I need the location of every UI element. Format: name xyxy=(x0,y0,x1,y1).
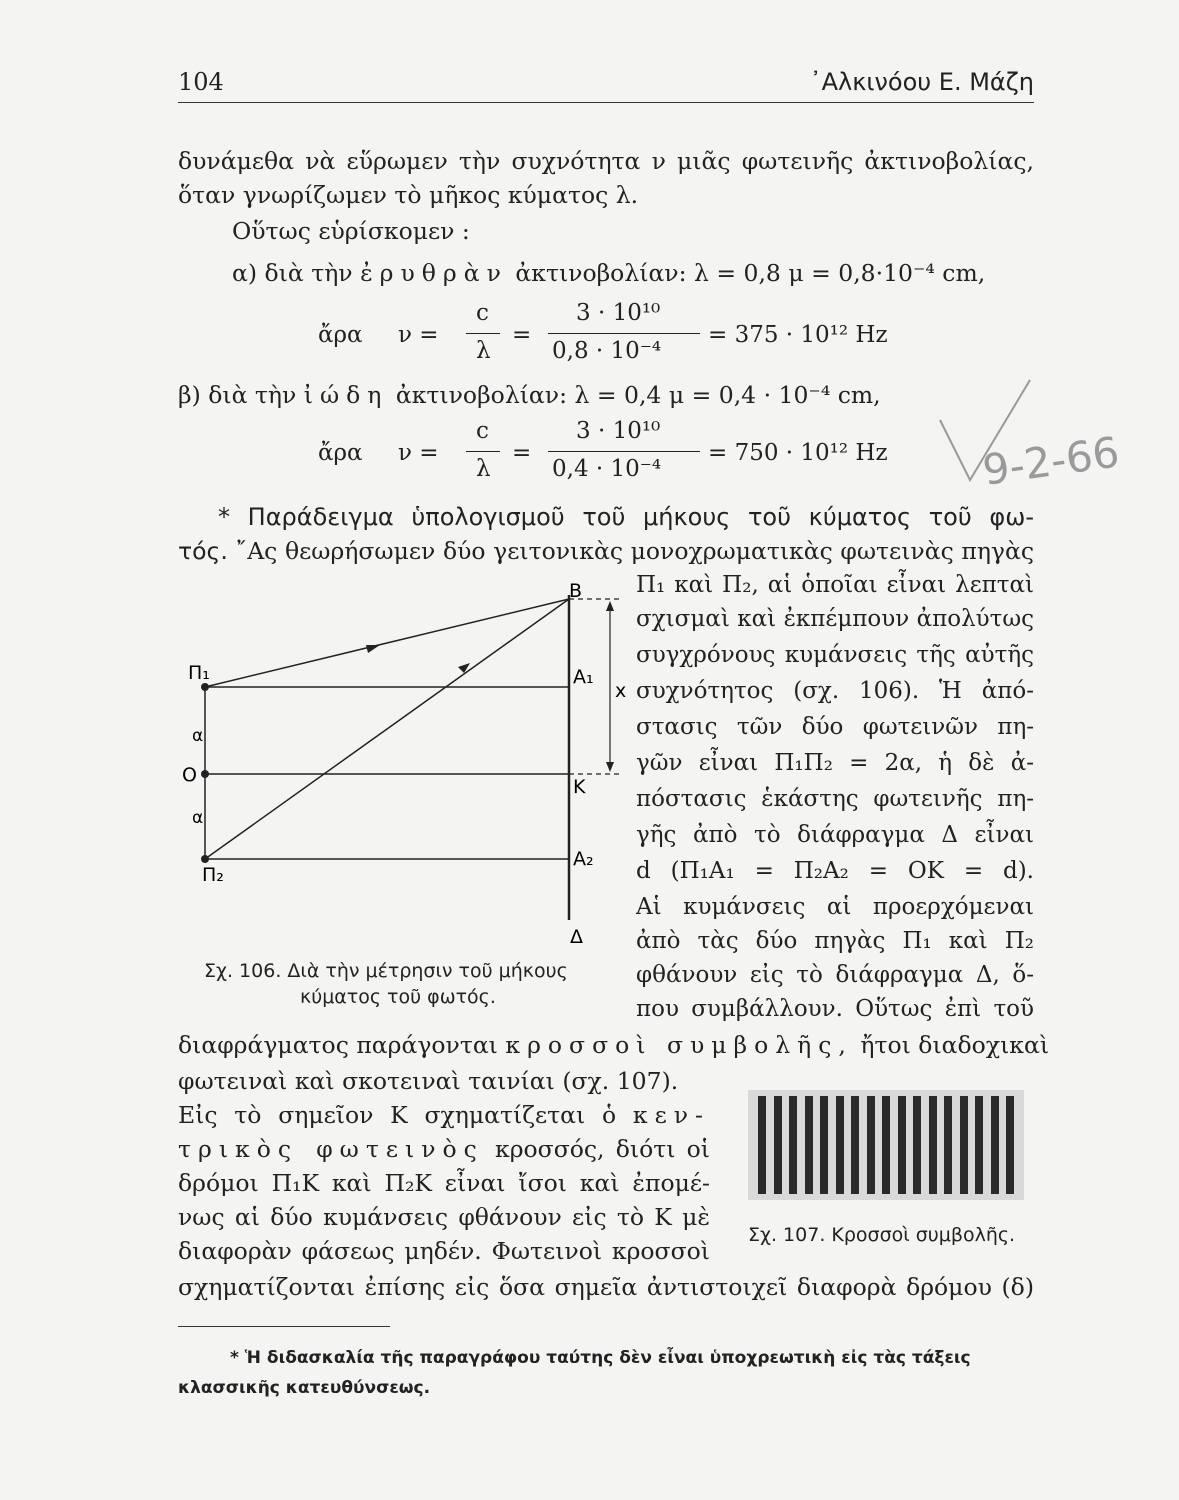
ray-P2-B xyxy=(205,599,569,859)
label-B: Β xyxy=(569,580,583,602)
figure-107-caption: Σχ. 107. Κροσσοὶ συμβολῆς. xyxy=(748,1224,1016,1246)
body2-line-4: τρικὸς φωτεινὸς κροσσός, διότι οἱ xyxy=(178,1135,710,1163)
figure-106-caption-2: κύματος τοῦ φωτός. xyxy=(300,986,496,1008)
running-head: ᾿Αλκινόου Ε. Μάζη xyxy=(809,68,1034,96)
page-header xyxy=(178,68,1034,103)
label-P1: Π₁ xyxy=(188,662,210,684)
body-line-6: β) διὰ τὴν ἰώδη ἀκτινοβολίαν: λ = 0,4 μ = 0,4 · 10⁻⁴ cm, xyxy=(178,381,881,409)
label-D: Δ xyxy=(570,926,583,948)
page-number: 104 xyxy=(178,68,224,96)
label-a: α xyxy=(192,726,204,746)
body-line-1: δυνάμεθα νὰ εὕρωμεν τὴν συχνότητα ν μιᾶς φωτεινῆς ἀκτινοβολίας, xyxy=(178,147,1034,175)
section-title: * Παράδειγμα ὑπολογισμοῦ τοῦ μήκους τοῦ κύματος τοῦ φω- xyxy=(218,503,1034,531)
label-O: Ο xyxy=(182,764,197,786)
figure-106-diagram xyxy=(180,575,640,955)
footnote-rule xyxy=(178,1326,390,1327)
body2-line-2: φωτειναὶ καὶ σκοτειναὶ ταινίαι (σχ. 107). xyxy=(178,1067,679,1095)
svg-text:9-2-66: 9-2-66 xyxy=(979,427,1123,495)
figure-106-caption: Σχ. 106. Διὰ τὴν μέτρησιν τοῦ μήκους xyxy=(204,960,568,982)
body-line-2: ὅταν γνωρίζωμεν τὸ μῆκος κύματος λ. xyxy=(178,181,639,209)
body2-line-3: Εἰς τὸ σημεῖον Κ σχηματίζεται ὁ κεν- xyxy=(178,1101,710,1129)
body2-line-6: νως αἱ δύο κυμάνσεις φθάνουν εἰς τὸ Κ μὲ xyxy=(178,1203,710,1231)
spaced-word: κροσσοὶ συμβολῆς, xyxy=(505,1031,853,1059)
label-x: x xyxy=(615,680,627,702)
body2-line-8: σχηματίζονται ἐπίσης εἰς ὅσα σημεῖα ἀντιστοιχεῖ διαφορὰ δρόμου (δ) xyxy=(178,1273,1034,1301)
footnote-line-2: κλασσικῆς κατευθύνσεως. xyxy=(178,1378,431,1398)
label-K: Κ xyxy=(573,776,586,798)
body-line-4: α) διὰ τὴν ἐρυθρὰν ἀκτινοβολίαν: λ = 0,8 μ = 0,8·10⁻⁴ cm, xyxy=(232,259,986,287)
body2-line-7: διαφορὰν φάσεως μηδέν. Φωτεινοὶ κροσσοὶ xyxy=(178,1237,710,1265)
footnote-line-1: * Ἡ διδασκαλία τῆς παραγράφου ταύτης δὲν εἶναι ὑποχρεωτικὴ εἰς τὰς τάξεις xyxy=(230,1348,971,1368)
spaced-word: ἐρυθρὰν xyxy=(360,259,508,287)
spaced-word: ἰώδη xyxy=(303,381,389,409)
body-line-3: Οὕτως εὑρίσκομεν : xyxy=(232,217,470,245)
body2-line-1: διαφράγματος παράγονται κροσσοὶ συμβολῆς, ἤτοι διαδοχικαὶ xyxy=(178,1031,1050,1059)
label-a: α xyxy=(192,808,204,828)
arrow-head xyxy=(366,645,380,653)
ray-P1-B xyxy=(205,599,569,687)
label-A1: Α₁ xyxy=(573,666,594,688)
label-P2: Π₂ xyxy=(202,864,224,886)
section-line-2: τός. ῎Ας θεωρήσωμεν δύο γειτονικὰς μονοχρωματικὰς φωτεινὰς πηγὰς xyxy=(178,537,1034,565)
body2-line-5: δρόμοι Π₁Κ καὶ Π₂Κ εἶναι ἴσοι καὶ ἐπομέ- xyxy=(178,1169,710,1197)
label-A2: Α₂ xyxy=(573,848,594,870)
figure-107-fringes xyxy=(748,1090,1024,1200)
handwritten-annotation xyxy=(930,360,1130,510)
